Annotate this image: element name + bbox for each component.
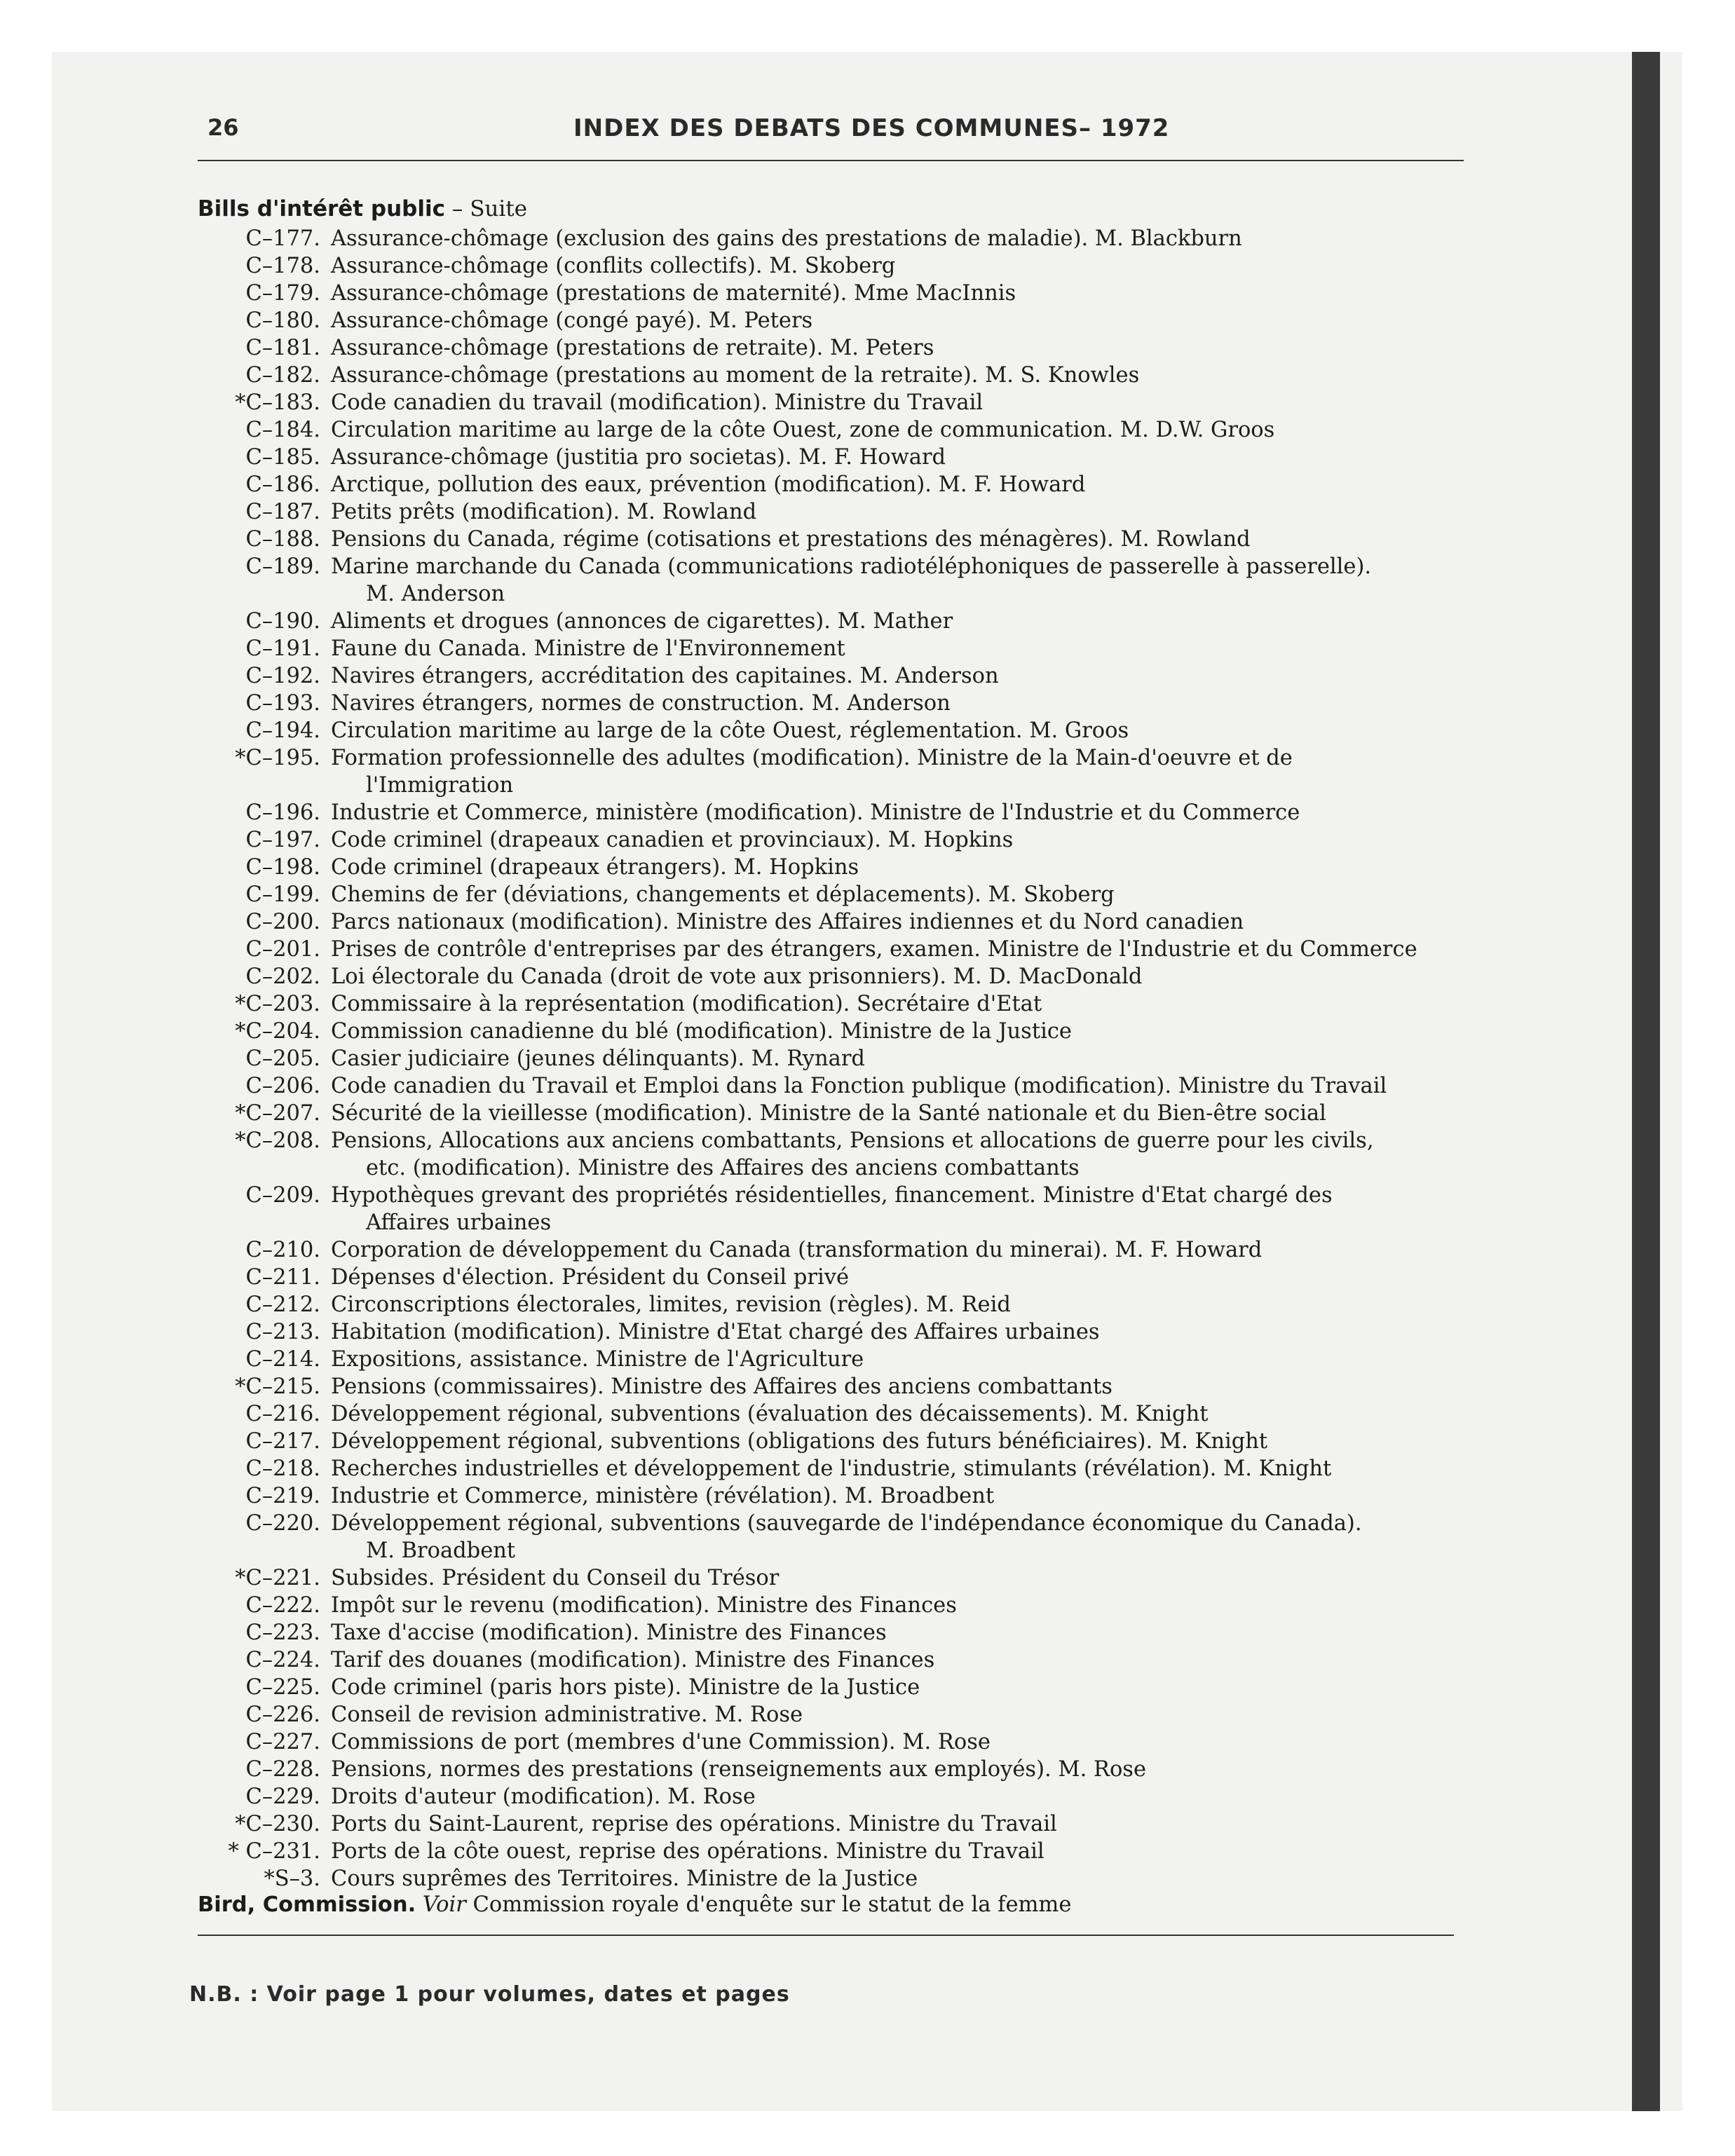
bill-title: Prises de contrôle d'entreprises par des étrangers, examen. Ministre de l'Industrie et du Commerce: [331, 937, 1417, 962]
bill-title-continuation: etc. (modification). Ministre des Affaires des anciens combattants: [366, 1156, 1080, 1180]
see-reference: Voir: [422, 1892, 466, 1917]
bill-title: Formation professionnelle des adultes (modification). Ministre de la Main-d'oeuvre et de: [331, 746, 1293, 770]
bill-title: Petits prêts (modification). M. Rowland: [331, 500, 757, 524]
page-number: 26: [207, 114, 239, 141]
bill-number: *C–203.: [235, 992, 320, 1016]
bill-number: C–184.: [245, 418, 320, 442]
bill-number: C–222.: [245, 1593, 320, 1618]
bill-title: Circulation maritime au large de la côte Ouest, réglementation. M. Groos: [331, 718, 1129, 743]
bill-number: C–199.: [245, 882, 320, 907]
bill-title-continuation: Affaires urbaines: [366, 1210, 552, 1235]
bill-title: Pensions (commissaires). Ministre des Affaires des anciens combattants: [331, 1374, 1113, 1399]
bill-title: Impôt sur le revenu (modification). Ministre des Finances: [331, 1593, 957, 1618]
bill-number: C–209.: [245, 1183, 320, 1208]
bill-title: Circulation maritime au large de la côte Ouest, zone de communication. M. D.W. Groos: [331, 418, 1275, 442]
bill-title-continuation: M. Broadbent: [366, 1538, 516, 1563]
footer-note: N.B. : Voir page 1 pour volumes, dates et pages: [189, 1982, 790, 2007]
bill-title: Assurance-chômage (justitia pro societas). M. F. Howard: [331, 445, 946, 470]
bill-title: Assurance-chômage (prestations au moment de la retraite). M. S. Knowles: [331, 363, 1140, 388]
bill-number: C–226.: [245, 1703, 320, 1727]
bill-title: Code canadien du Travail et Emploi dans la Fonction publique (modification). Ministre du Travail: [331, 1074, 1387, 1098]
bill-title: Sécurité de la vieillesse (modification). Ministre de la Santé nationale et du Bien-être social: [331, 1101, 1326, 1126]
bill-title: Pensions, Allocations aux anciens combattants, Pensions et allocations de guerre pour les civils,: [331, 1128, 1374, 1153]
bill-number: *S–3.: [264, 1867, 320, 1891]
bill-number: *C–208.: [235, 1128, 320, 1153]
bill-title: Développement régional, subventions (évaluation des décaissements). M. Knight: [331, 1402, 1209, 1426]
bill-number: C–206.: [245, 1074, 320, 1098]
bill-title: Assurance-chômage (prestations de retraite). M. Peters: [331, 336, 934, 360]
bill-number: C–189.: [245, 554, 320, 579]
page-header: [207, 114, 1462, 156]
bill-title: Ports du Saint-Laurent, reprise des opérations. Ministre du Travail: [331, 1812, 1057, 1836]
bill-number: C–181.: [245, 336, 320, 360]
bill-title: Commission canadienne du blé (modification). Ministre de la Justice: [331, 1019, 1072, 1044]
bill-number: *C–207.: [235, 1101, 320, 1126]
bill-title: Circonscriptions électorales, limites, revision (règles). M. Reid: [331, 1292, 1011, 1317]
bill-title: Navires étrangers, accréditation des capitaines. M. Anderson: [331, 664, 999, 688]
bill-number: C–214.: [245, 1347, 320, 1372]
bill-number: C–223.: [245, 1621, 320, 1645]
bill-number: C–198.: [245, 855, 320, 880]
bill-number: C–177.: [245, 226, 320, 251]
bill-number: C–200.: [245, 910, 320, 934]
bill-title: Cours suprêmes des Territoires. Ministre de la Justice: [331, 1867, 918, 1891]
bill-number: C–213.: [245, 1320, 320, 1344]
bill-title: Faune du Canada. Ministre de l'Environnement: [331, 636, 845, 661]
bill-number: C–197.: [245, 828, 320, 852]
bill-number: C–196.: [245, 800, 320, 825]
bill-title: Industrie et Commerce, ministère (modification). Ministre de l'Industrie et du Commerce: [331, 800, 1300, 825]
bill-number: *C–183.: [235, 390, 320, 415]
bill-number: C–218.: [245, 1456, 320, 1481]
bill-title-continuation: M. Anderson: [366, 582, 505, 606]
bill-title: Hypothèques grevant des propriétés résidentielles, financement. Ministre d'Etat chargé des: [331, 1183, 1333, 1208]
bill-number: C–186.: [245, 472, 320, 497]
bill-title: Commissions de port (membres d'une Commission). M. Rose: [331, 1730, 991, 1754]
bill-title: Marine marchande du Canada (communications radiotéléphoniques de passerelle à passerelle).: [331, 554, 1372, 579]
bill-title: Code criminel (drapeaux canadien et provinciaux). M. Hopkins: [331, 828, 1014, 852]
bill-number: C–228.: [245, 1757, 320, 1782]
bill-title: Navires étrangers, normes de construction. M. Anderson: [331, 691, 951, 716]
bill-number: *C–221.: [235, 1566, 320, 1590]
binding-edge: [1632, 52, 1660, 2111]
bill-number: C–216.: [245, 1402, 320, 1426]
bill-number: C–224.: [245, 1648, 320, 1672]
bill-number: C–210.: [245, 1238, 320, 1262]
bill-number: C–225.: [245, 1675, 320, 1700]
bill-number: * C–231.: [228, 1839, 320, 1864]
bill-number: C–187.: [245, 500, 320, 524]
bill-title: Arctique, pollution des eaux, prévention (modification). M. F. Howard: [331, 472, 1086, 497]
bill-number: C–178.: [245, 254, 320, 278]
bill-number: C–219.: [245, 1484, 320, 1508]
bill-number: C–180.: [245, 308, 320, 333]
bill-number: C–182.: [245, 363, 320, 388]
bill-number: C–179.: [245, 281, 320, 306]
bill-title: Subsides. Président du Conseil du Trésor: [331, 1566, 780, 1590]
bill-title: Développement régional, subventions (sauvegarde de l'indépendance économique du Canada).: [331, 1511, 1362, 1536]
bill-title: Conseil de revision administrative. M. Rose: [331, 1703, 803, 1727]
header-rule: [198, 160, 1464, 161]
bill-title: Droits d'auteur (modification). M. Rose: [331, 1785, 756, 1809]
bill-number: *C–195.: [235, 746, 320, 770]
bill-title: Assurance-chômage (conflits collectifs). M. Skoberg: [331, 254, 896, 278]
bill-number: *C–204.: [235, 1019, 320, 1044]
bill-title: Assurance-chômage (congé payé). M. Peters: [331, 308, 813, 333]
bill-title: Ports de la côte ouest, reprise des opérations. Ministre du Travail: [331, 1839, 1045, 1864]
bill-title: Développement régional, subventions (obligations des futurs bénéficiaires). M. Knight: [331, 1429, 1268, 1454]
bill-number: C–188.: [245, 527, 320, 552]
bill-number: C–194.: [245, 718, 320, 743]
bill-number: C–227.: [245, 1730, 320, 1754]
bill-title: Parcs nationaux (modification). Ministre des Affaires indiennes et du Nord canadien: [331, 910, 1244, 934]
bill-number: C–193.: [245, 691, 320, 716]
bill-title: Pensions du Canada, régime (cotisations et prestations des ménagères). M. Rowland: [331, 527, 1251, 552]
bill-title: Casier judiciaire (jeunes délinquants). M. Rynard: [331, 1046, 865, 1071]
bill-title: Code criminel (drapeaux étrangers). M. Hopkins: [331, 855, 859, 880]
section-heading: [198, 196, 527, 221]
bill-number: C–201.: [245, 937, 320, 962]
bill-number: C–190.: [245, 609, 320, 634]
bill-number: *C–215.: [235, 1374, 320, 1399]
bill-title: Expositions, assistance. Ministre de l'Agriculture: [331, 1347, 864, 1372]
bill-title: Assurance-chômage (exclusion des gains des prestations de maladie). M. Blackburn: [331, 226, 1242, 251]
bill-title-continuation: l'Immigration: [366, 773, 514, 798]
bill-title: Pensions, normes des prestations (renseignements aux employés). M. Rose: [331, 1757, 1147, 1782]
footer-rule: [198, 1935, 1454, 1936]
bill-title: Dépenses d'élection. Président du Conseil privé: [331, 1265, 849, 1290]
entry-heading: Bird, Commission.: [198, 1892, 416, 1917]
bill-title: Code canadien du travail (modification). Ministre du Travail: [331, 390, 984, 415]
bill-number: C–192.: [245, 664, 320, 688]
bill-number: C–191.: [245, 636, 320, 661]
running-title: INDEX DES DEBATS DES COMMUNES– 1972: [573, 114, 1170, 142]
bird-commission-entry: [198, 1892, 1071, 1917]
bill-title: Industrie et Commerce, ministère (révélation). M. Broadbent: [331, 1484, 995, 1508]
bill-title: Code criminel (paris hors piste). Ministre de la Justice: [331, 1675, 920, 1700]
bill-number: C–202.: [245, 964, 320, 989]
bill-title: Aliments et drogues (annonces de cigarettes). M. Mather: [331, 609, 953, 634]
bill-number: *C–230.: [235, 1812, 320, 1836]
bill-title: Commissaire à la représentation (modification). Secrétaire d'Etat: [331, 992, 1042, 1016]
bill-title: Assurance-chômage (prestations de maternité). Mme MacInnis: [331, 281, 1016, 306]
bill-number: C–211.: [245, 1265, 320, 1290]
bill-title: Taxe d'accise (modification). Ministre des Finances: [331, 1621, 887, 1645]
bill-title: Habitation (modification). Ministre d'Etat chargé des Affaires urbaines: [331, 1320, 1100, 1344]
bill-title: Corporation de développement du Canada (transformation du minerai). M. F. Howard: [331, 1238, 1263, 1262]
bill-number: C–212.: [245, 1292, 320, 1317]
bill-title: Loi électorale du Canada (droit de vote aux prisonniers). M. D. MacDonald: [331, 964, 1143, 989]
section-label: Bills d'intérêt public: [198, 196, 445, 221]
reference-target: Commission royale d'enquête sur le statut de la femme: [472, 1892, 1072, 1917]
bill-title: Tarif des douanes (modification). Ministre des Finances: [331, 1648, 935, 1672]
bill-number: C–229.: [245, 1785, 320, 1809]
bill-number: C–220.: [245, 1511, 320, 1536]
bill-title: Chemins de fer (déviations, changements et déplacements). M. Skoberg: [331, 882, 1115, 907]
bill-number: C–185.: [245, 445, 320, 470]
bill-number: C–205.: [245, 1046, 320, 1071]
bill-number: C–217.: [245, 1429, 320, 1454]
bill-title: Recherches industrielles et développement de l'industrie, stimulants (révélation). M. Knight: [331, 1456, 1332, 1481]
section-suffix: – Suite: [444, 196, 528, 221]
